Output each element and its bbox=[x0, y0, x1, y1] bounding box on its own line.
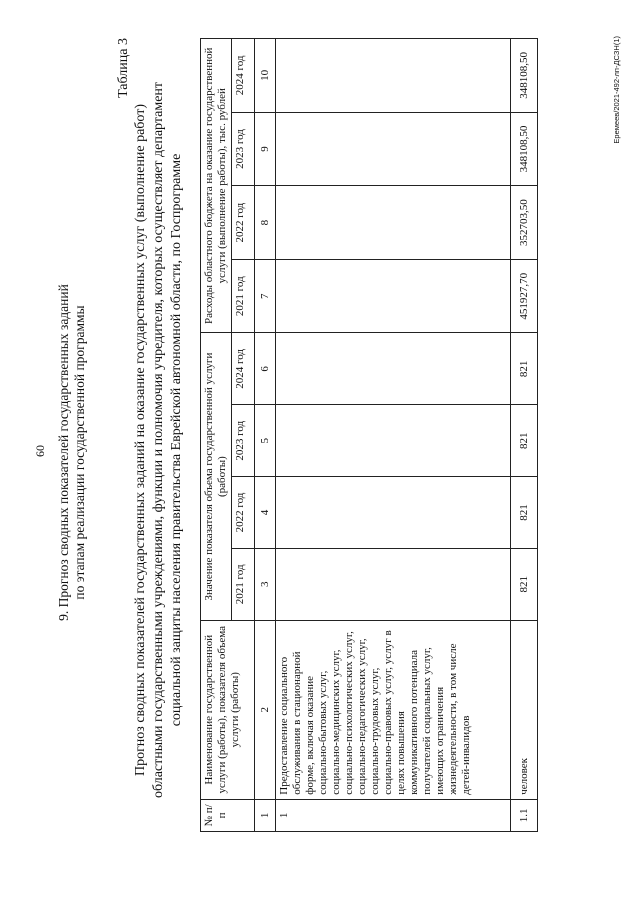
header-year: 2024 год bbox=[232, 39, 255, 113]
value-cell bbox=[276, 477, 511, 549]
value-cell bbox=[276, 186, 511, 260]
header-year: 2021 год bbox=[232, 548, 255, 620]
section-title bbox=[56, 200, 88, 705]
table-row bbox=[276, 39, 511, 832]
column-index: 5 bbox=[255, 405, 276, 477]
column-index: 1 bbox=[255, 799, 276, 831]
header-year: 2022 год bbox=[232, 477, 255, 549]
header-year: 2023 год bbox=[232, 405, 255, 477]
value-cell bbox=[276, 112, 511, 186]
value-cell: 821 bbox=[511, 477, 538, 549]
value-cell: 451927,70 bbox=[511, 259, 538, 333]
value-cell: 821 bbox=[511, 333, 538, 405]
column-index: 3 bbox=[255, 548, 276, 620]
document-footer: Еремеев/2021-492-лп-ДСЗН(1) bbox=[612, 36, 621, 144]
column-index: 6 bbox=[255, 333, 276, 405]
value-cell: 821 bbox=[511, 405, 538, 477]
column-index-row bbox=[255, 39, 276, 832]
value-cell: 821 bbox=[511, 548, 538, 620]
forecast-table bbox=[200, 38, 538, 832]
header-year: 2021 год bbox=[232, 259, 255, 333]
row-number: 1 bbox=[276, 799, 511, 831]
table-label: Таблица 3 bbox=[116, 38, 131, 98]
indicator-unit: человек bbox=[511, 620, 538, 799]
column-index: 8 bbox=[255, 186, 276, 260]
page-number: 60 bbox=[33, 445, 47, 457]
value-cell: 348108,50 bbox=[511, 112, 538, 186]
header-volume-group: Значение показателя объема государственной услуги (работы) bbox=[201, 333, 232, 620]
header-year: 2024 год bbox=[232, 333, 255, 405]
header-year: 2023 год bbox=[232, 112, 255, 186]
value-cell: 348108,50 bbox=[511, 39, 538, 113]
column-index: 7 bbox=[255, 259, 276, 333]
header-row bbox=[201, 39, 232, 832]
section-title-line: по этапам реализации государственной программы bbox=[72, 305, 87, 600]
value-cell bbox=[276, 333, 511, 405]
column-index: 4 bbox=[255, 477, 276, 549]
row-number: 1.1 bbox=[511, 799, 538, 831]
header-name: Наименование государственной услуги (работы), показателя объема услуги (работы) bbox=[201, 620, 255, 799]
column-index: 9 bbox=[255, 112, 276, 186]
header-expense-group: Расходы областного бюджета на оказание государственной услуги (выполнение работы), тыс. рублей bbox=[201, 39, 232, 334]
column-index: 10 bbox=[255, 39, 276, 113]
value-cell bbox=[276, 259, 511, 333]
caption-line: Прогноз сводных показателей государственных заданий на оказание государственных услуг (выполнение работ) bbox=[133, 103, 148, 777]
service-name: Предоставление социального обслуживания в стационарной форме, включая оказание социально-бытовых услуг, социально-медицинских услуг, социально-психологических услуг, социально-педагогических услуг, социально-трудовых услуг, социально-правовых услуг, услуг в целях повышения коммуникативного потенциала получателей социальных услуг, имеющих ограничения жизнедеятельности, в том числе детей-инвалидов bbox=[276, 620, 511, 799]
value-cell bbox=[276, 39, 511, 113]
section-title-line: 9. Прогноз сводных показателей государственных заданий bbox=[56, 284, 71, 621]
column-index: 2 bbox=[255, 620, 276, 799]
table-row bbox=[511, 39, 538, 832]
caption-line: областными государственными учреждениями, функции и полномочия учредителя, которых осуществляет департамент bbox=[151, 81, 166, 799]
value-cell bbox=[276, 405, 511, 477]
header-no: № п/п bbox=[201, 799, 255, 831]
table-caption bbox=[132, 45, 186, 835]
value-cell: 352703,50 bbox=[511, 186, 538, 260]
header-year: 2022 год bbox=[232, 186, 255, 260]
caption-line: социальной защиты населения правительства Еврейской автономной области, по Госпрограмме bbox=[169, 153, 184, 727]
value-cell bbox=[276, 548, 511, 620]
